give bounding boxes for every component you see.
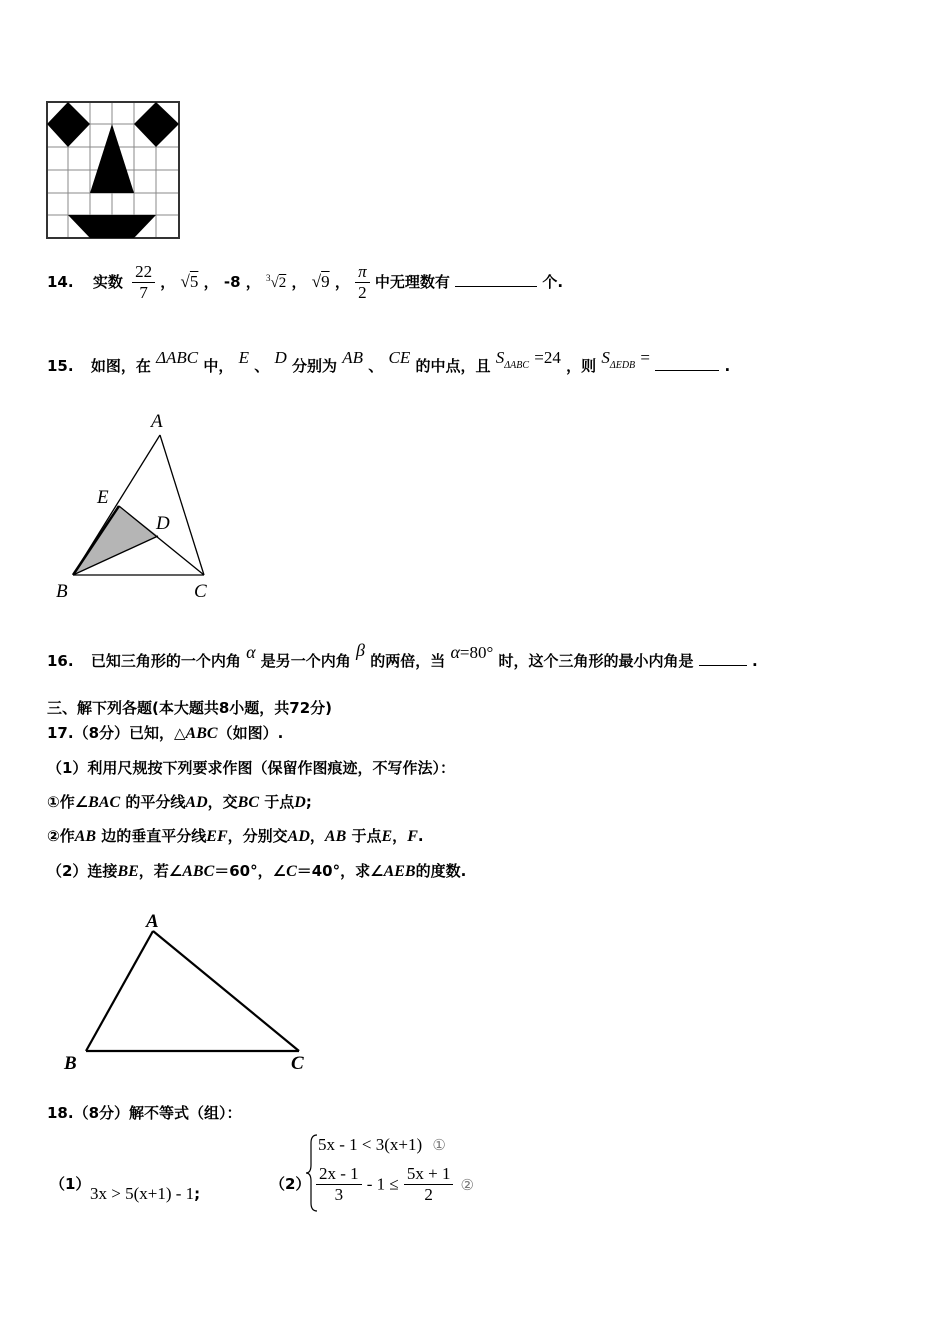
inequality-2-line-2: $\frac{2x - 1}{3}$ - 1 ≤ $\frac{5x + 1}{2}$ ②	[316, 1164, 474, 1205]
label-d: D	[156, 513, 170, 534]
q14-end: 个.	[542, 273, 564, 291]
q14-answer-blank[interactable]	[455, 272, 537, 287]
fraction-pi-2: $\frac{\pi}{2}$	[355, 262, 370, 303]
side-ab	[86, 931, 153, 1051]
question-17-part-2: （2）连接BE，若∠ABC＝60°，∠C＝40°，求∠AEB的度数.	[47, 862, 467, 880]
q16-number: 16.	[47, 652, 74, 670]
q14-tail: 中无理数有	[374, 273, 450, 291]
right-eye-diamond	[134, 102, 179, 147]
question-17-part-1: （1）利用尺规按下列要求作图（保留作图痕迹，不写作法）：	[47, 759, 455, 777]
fraction-2x-1-over-3: $\frac{2x - 1}{3}$	[316, 1164, 362, 1205]
label-c: C	[291, 1053, 304, 1074]
inequality-2-line-1: 5x - 1 < 3(x+1) ①	[318, 1135, 446, 1154]
circled-2: ②	[460, 1175, 474, 1194]
triangle-figure-17	[58, 905, 318, 1080]
sqrt-9: √9	[311, 272, 330, 291]
q15-number: 15.	[47, 357, 74, 375]
inequality-1: 3x > 5(x+1) - 1;	[90, 1184, 201, 1203]
label-a: A	[146, 911, 159, 932]
question-15: 15. 如图，在 ΔABC 中， E 、 D 分别为 AB 、 CE 的中点，且 $S_{\Delta ABC} =24$ ，则 $S_{\Delta EDB}$ = .	[47, 348, 731, 375]
label-b: B	[64, 1053, 77, 1074]
question-16: 16. 已知三角形的一个内角 α 是另一个内角 β 的两倍，当 α=80° 时，这个三角形的最小内角是 .	[47, 640, 758, 670]
nose-triangle	[90, 124, 134, 193]
question-17-header: 17.（8分）已知，△ABC（如图）.	[47, 724, 284, 742]
label-b: B	[56, 581, 68, 602]
fraction-5x-1-over-2: $\frac{5x + 1}{2}$	[404, 1164, 454, 1205]
beta-symbol: β	[356, 640, 365, 660]
triangle-figure-15	[50, 405, 230, 605]
side-ac	[160, 435, 204, 575]
cbrt-2: $^3$√2	[266, 273, 287, 291]
alpha-symbol: α	[246, 642, 256, 662]
area-edb: $S_{\Delta EDB}$ =	[601, 348, 650, 371]
area-abc: $S_{\Delta ABC} =24$	[495, 348, 561, 371]
side-ac	[153, 931, 299, 1051]
label-a: A	[151, 411, 163, 432]
question-17-step-2: ②作AB 边的垂直平分线EF，分别交AD，AB 于点E，F.	[47, 827, 424, 845]
shaded-triangle-edb	[73, 506, 158, 575]
label-e: E	[97, 487, 109, 508]
mouth-trapezoid	[68, 215, 156, 238]
fraction-22-7: $\frac{22}{7}$	[132, 262, 155, 303]
question-18-header: 18.（8分）解不等式（组）：	[47, 1104, 242, 1122]
question-17-step-1: ①作∠BAC 的平分线AD，交BC 于点D;	[47, 793, 312, 811]
question-18-part-2-label: （2）	[270, 1175, 311, 1193]
question-18-part-1-label: （1）	[50, 1175, 91, 1193]
circled-1: ①	[432, 1136, 446, 1154]
q15-answer-blank[interactable]	[655, 356, 719, 371]
left-eye-diamond	[47, 102, 90, 147]
neg-8: -8	[223, 273, 241, 291]
sqrt-5: √5	[180, 272, 199, 291]
alpha-equals-80: α=80°	[450, 642, 494, 662]
face-grid-figure	[46, 101, 180, 239]
label-c: C	[194, 581, 207, 602]
section-3-header: 三、解下列各题(本大题共8小题，共72分)	[47, 699, 333, 717]
q14-number: 14.	[47, 273, 74, 291]
triangle-abc: ΔABC	[156, 348, 199, 367]
q14-label: 实数	[92, 273, 123, 291]
q16-answer-blank[interactable]	[699, 651, 747, 666]
question-14: 14. 实数 $\frac{22}{7}$ ， √5 ， -8 ， $^3$√2 ， √9 ， $\frac{\pi}{2}$ 中无理数有 个.	[47, 262, 564, 302]
